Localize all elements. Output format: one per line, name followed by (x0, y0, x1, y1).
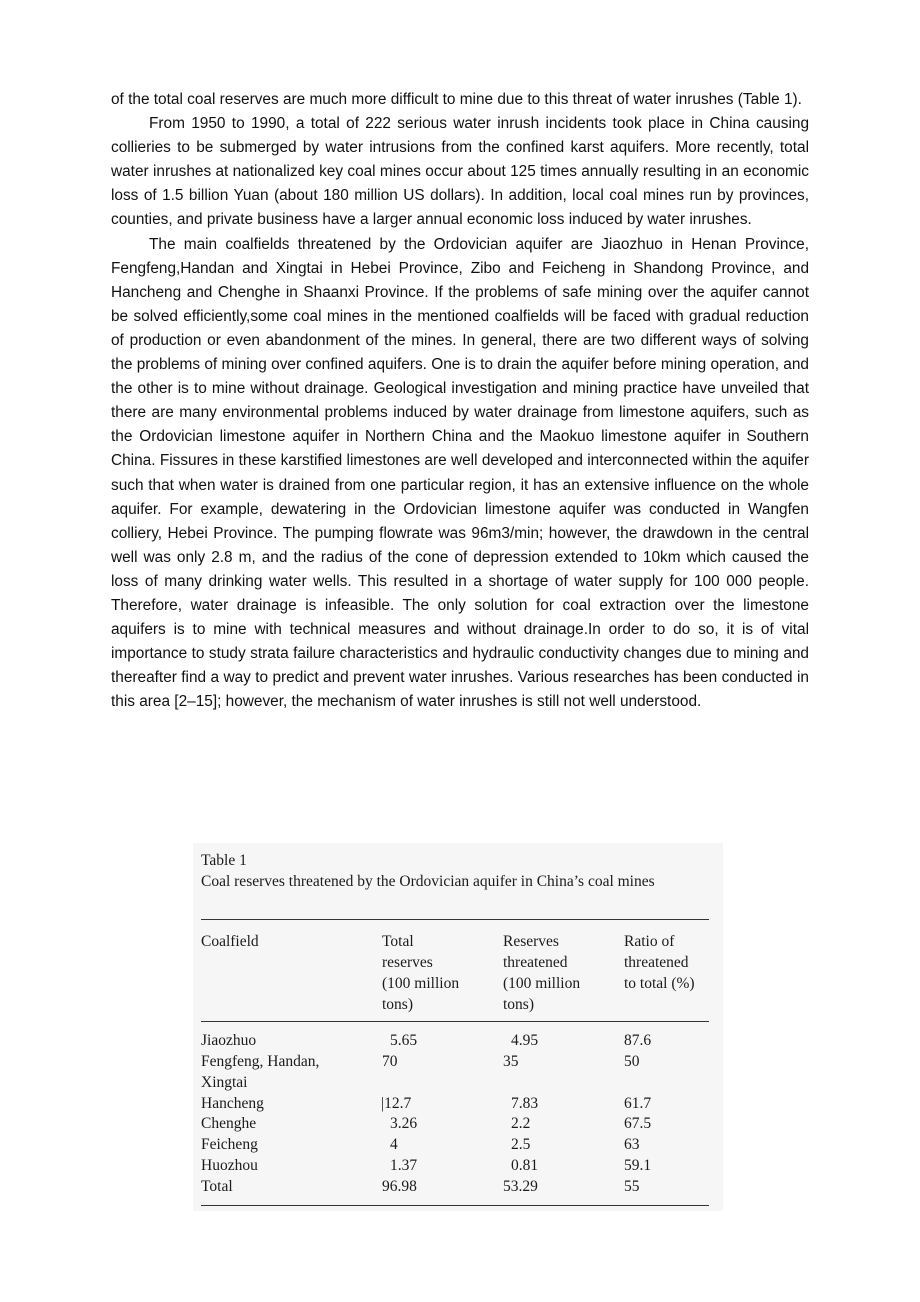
table-caption: Coal reserves threatened by the Ordovician aquifer in China’s coal mines (201, 872, 655, 890)
header-line: Reserves (503, 933, 559, 950)
paragraph-water-inrush-history: From 1950 to 1990, a total of 222 serious water inrush incidents took place in China causing collieries to be submerged by water intrusions from the confined karst aquifers. More recently, total water inrushes at nationalized key coal mines occur about 125 times annually resulting in an economic loss of 1.5 billion Yuan (about 180 million US dollars). In addition, local coal mines run by provinces, counties, and private business have a larger annual economic loss induced by water inrushes. (111, 115, 809, 229)
cell-ratio: 87.6 (624, 1032, 652, 1049)
cell-ratio: 61.7 (624, 1095, 652, 1112)
cell-ratio: 63 (624, 1136, 640, 1153)
table-header-rule (201, 1021, 709, 1022)
cell-coalfield: Chenghe (201, 1115, 257, 1132)
body-text (111, 88, 809, 714)
cell-ratio: 59.1 (624, 1157, 652, 1174)
cell-reserves-threatened: 53.29 (503, 1178, 538, 1195)
cell-coalfield: Feicheng (201, 1136, 258, 1153)
cell-reserves-threatened: 0.81 (511, 1157, 539, 1174)
cell-reserves-threatened: 7.83 (511, 1095, 539, 1112)
cell-total-reserves: 4 (390, 1136, 398, 1153)
header-line: tons) (382, 996, 413, 1013)
cell-ratio: 55 (624, 1178, 640, 1195)
header-line: threatened (503, 954, 568, 971)
paragraph-ordovician-coalfields: The main coalfields threatened by the Ordovician aquifer are Jiaozhuo in Henan Province, Fengfeng,Handan and Xingtai in Hebei Province, Zibo and Feicheng in Shandong Province, and Hancheng and Chenghe in Shaanxi Province. If the problems of safe mining over the aquifer cannot be solved efficiently,some coal mines in the mentioned coalfields will be faced with gradual reduction of production or even abandonment of the mines. In general, there are two different ways of solving the problems of mining over confined aquifers. One is to drain the aquifer before mining operation, and the other is to mine without drainage. Geological investigation and mining practice have unveiled that there are many environmental problems induced by water drainage from limestone aquifers, such as the Ordovician limestone aquifer in Northern China and the Maokuo limestone aquifer in Southern China. Fissures in these karstified limestones are well developed and interconnected within the aquifer such that when water is drained from one particular region, it has an extensive influence on the whole aquifer. For example, dewatering in the Ordovician limestone aquifer was conducted in Wangfen colliery, Hebei Province. The pumping flowrate was 96m3/min; however, the drawdown in the central well was only 2.8 m, and the radius of the cone of depression extended to 10km which caused the loss of many drinking water wells. This resulted in a shortage of water supply for 100 000 people. Therefore, water drainage is infeasible. The only solution for coal extraction over the limestone aquifers is to mine with technical measures and without drainage.In order to do so, it is of vital importance to study strata failure characteristics and hydraulic conductivity changes due to mining and thereafter find a way to predict and prevent water inrushes. Various researches has been conducted in this area [2–15]; however, the mechanism of water inrushes is still not well understood. (111, 235, 809, 711)
cell-total-reserves: 5.65 (390, 1032, 418, 1049)
cell-reserves-threatened: 35 (503, 1053, 519, 1070)
header-line: Coalfield (201, 933, 259, 950)
header-line: (100 million (503, 975, 581, 992)
cell-coalfield (201, 1052, 319, 1093)
cell-reserves-threatened: 2.5 (511, 1136, 531, 1153)
cell-total-reserves: 1.37 (390, 1157, 418, 1174)
column-header-ratio (624, 931, 695, 994)
table-top-rule (201, 919, 709, 920)
table-bottom-rule (201, 1205, 709, 1206)
cell-reserves-threatened: 4.95 (511, 1032, 539, 1049)
header-line: Ratio of (624, 933, 675, 950)
column-header-reserves-threatened (503, 931, 580, 1015)
paragraph-continuation: of the total coal reserves are much more difficult to mine due to this threat of water inrushes (Table 1). (111, 91, 802, 108)
cell-ratio: 67.5 (624, 1115, 652, 1132)
column-header-coalfield (201, 931, 259, 952)
cell-coalfield: Total (201, 1178, 233, 1195)
header-line: reserves (382, 954, 433, 971)
table-caption-block (201, 851, 715, 892)
cell-coalfield-line: Xingtai (201, 1073, 248, 1091)
cell-total-reserves: 96.98 (382, 1178, 417, 1195)
header-line: Total (382, 933, 414, 950)
cell-coalfield: Huozhou (201, 1157, 258, 1174)
header-line: (100 million (382, 975, 460, 992)
cell-total-reserves: 70 (382, 1053, 398, 1070)
column-header-total-reserves (382, 931, 459, 1015)
cell-coalfield-line: Fengfeng, Handan, (201, 1053, 320, 1070)
table-1 (193, 843, 723, 1211)
header-line: threatened (624, 954, 689, 971)
cell-reserves-threatened: 2.2 (511, 1115, 531, 1132)
cell-total-reserves: |12.7 (381, 1095, 412, 1112)
cell-coalfield: Hancheng (201, 1095, 264, 1112)
cell-total-reserves: 3.26 (390, 1115, 418, 1132)
table-label: Table 1 (201, 852, 247, 869)
header-line: tons) (503, 996, 534, 1013)
header-line: to total (%) (624, 975, 695, 992)
cell-coalfield: Jiaozhuo (201, 1032, 257, 1049)
cell-ratio: 50 (624, 1053, 640, 1070)
